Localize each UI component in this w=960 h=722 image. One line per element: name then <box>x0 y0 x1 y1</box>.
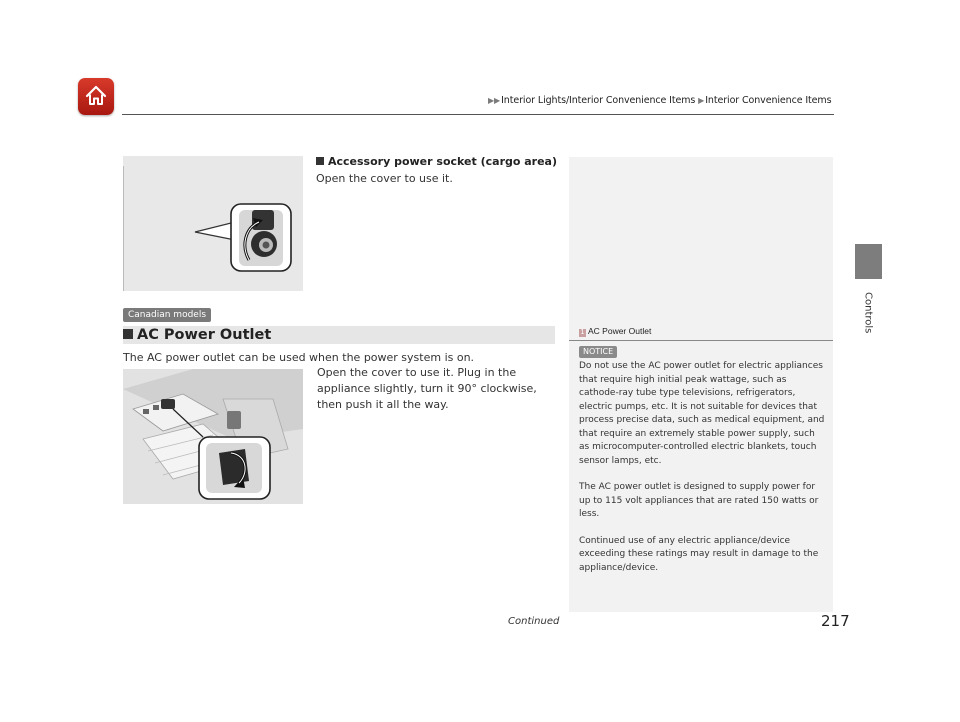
section-title: AC Power Outlet <box>123 325 271 345</box>
home-icon <box>84 84 108 108</box>
note-paragraph: Continued use of any electric appliance/device exceeding these ratings may result in damage to the appliance/device. <box>579 535 819 573</box>
side-note-body <box>579 360 827 588</box>
breadcrumb-arrow-icon: ▶ <box>698 96 705 105</box>
breadcrumb-item-1[interactable]: Interior Lights/Interior Convenience Items <box>501 95 696 106</box>
ac-outlet-instructions: Open the cover to use it. Plug in the appliance slightly, turn it 90° clockwise, then push it all the way. <box>317 366 537 411</box>
bullet-square-icon <box>123 329 133 339</box>
accessory-socket-heading: Accessory power socket (cargo area) <box>316 155 557 168</box>
accessory-socket-text: Open the cover to use it. <box>316 172 453 185</box>
home-button[interactable] <box>78 78 114 115</box>
side-tab-label[interactable]: Controls <box>862 292 874 334</box>
bullet-square-icon <box>316 157 324 165</box>
ac-outlet-illustration <box>123 369 303 504</box>
breadcrumb-arrow-icon: ▶▶ <box>488 96 501 105</box>
continued-label: Continued <box>508 616 560 627</box>
side-tab-marker[interactable] <box>855 244 882 279</box>
notice-badge: NOTICE <box>579 346 617 358</box>
note-paragraph: The AC power outlet is designed to supply power for up to 115 volt appliances that are rated 150 watts or less. <box>579 482 819 519</box>
reference-marker-icon: 1 <box>580 329 585 336</box>
side-note-divider <box>569 340 833 341</box>
ac-outlet-intro: The AC power outlet can be used when the power system is on. <box>123 351 475 364</box>
breadcrumb <box>488 95 831 106</box>
side-note-title: 1 AC Power Outlet <box>580 326 652 336</box>
region-badge: Canadian models <box>123 308 211 322</box>
note-paragraph: Do not use the AC power outlet for electric appliances that require high initial peak wattage, such as cathode-ray tube type televisions, refrigerators, electric pumps, etc. It is not suitable for devices that process precise data, such as medical equipment, and that require an extremely stable power supply, such as microcomputer-controlled electric blankets, touch sensor lamps, etc. <box>579 361 825 466</box>
accessory-socket-illustration <box>123 156 303 291</box>
page-number: 217 <box>821 612 850 630</box>
header-divider <box>122 114 834 115</box>
breadcrumb-item-2[interactable]: Interior Convenience Items <box>705 95 832 106</box>
